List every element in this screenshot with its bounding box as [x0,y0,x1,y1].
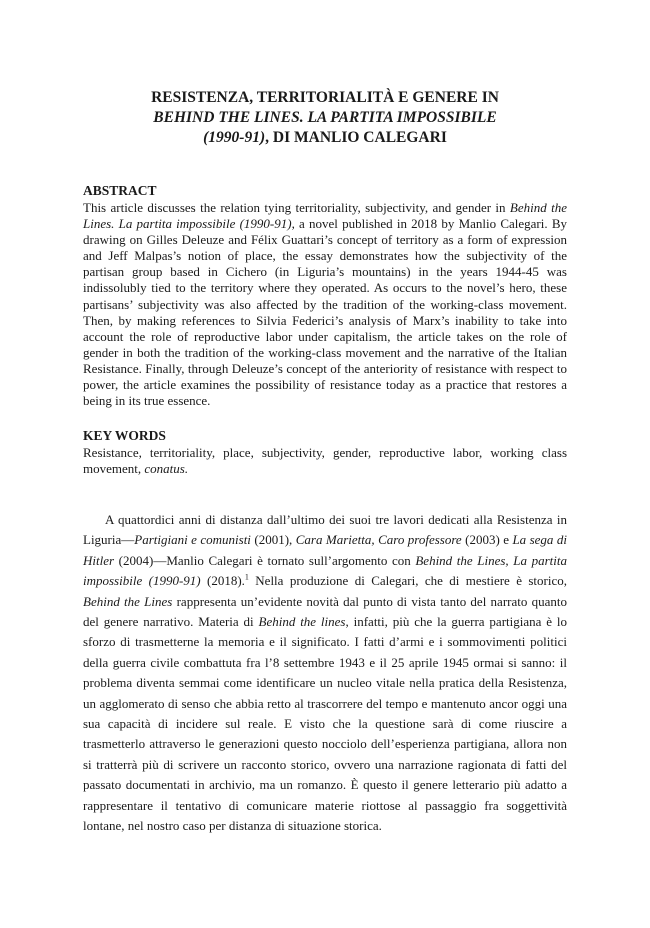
body-paragraph [83,510,567,837]
body-italic: Behind the Lines, La partita impossibile (1990-91) [83,552,568,589]
body-italic: Partigiani e comunisti [134,532,251,548]
body-span: (2018). [200,573,245,589]
title-line-3-rest: , DI MANLIO CALEGARI [265,129,447,146]
abstract-text [83,200,567,409]
body-span: (2003) e [461,532,513,548]
title-line-2: BEHIND THE LINES. LA PARTITA IMPOSSIBILE [153,109,497,126]
body-span: (2001), [250,532,296,548]
body-italic: La sega di Hitler [83,532,567,568]
body-italic: Behind the lines [258,614,346,630]
body-span: , infatti, più che la guerra partigiana è lo sforzo di trasmetterne la memoria e il significato. I fatti d’armi e i sommovimenti politici della guerra civile combattuta fra l’8 settembre 1943 e il 25 aprile 1945 ormai si sanno: il problema diventa semmai come identificare un nucleo vitale nella pratica della Resistenza, un agglomerato di senso che abbia retto al trascorrere del tempo e mantenuto ancor oggi una sua capacità di incidere sul reale. E visto che la questione sarà di come riuscire a trasmetterlo attraverso le generazioni questo nocciolo dell’esperienza partigiana, allora non si tratterrà più di scrivere un racconto storico, ovvero una narrazione ragionata di fatti del passato documentati in archivio, ma un romanzo. È questo il genere letterario più adatto a rappresentare il tentativo di comunicare materie riottose al passaggio fra soggettività lontane, nel nostro caso per distanza di situazione storica. [83,614,567,834]
title-line-3 [80,128,570,148]
body-italic: Cara Marietta, Caro professore [295,532,462,548]
abstract-heading: ABSTRACT [83,183,157,198]
body-span: Nella produzione di Calegari, che di mestiere è storico, [248,573,567,589]
abstract-text-2: a novel published in 2018 by Manlio Calegari. By drawing on Gilles Deleuze and Félix Guattari’s concept of territory as a form of expression and Jeff Malpas’s notion of place, the essay demonstrates how the subjectivity of the partisan group based in Cichero (in Liguria’s mountains) in the years 1944-45 was indissolubly tied to the territory where they operated. As occurs to the novel’s hero, these partisans’ subjectivity was also affected by the tradition of the working-class movement. Then, by making references to Silvia Federici’s analysis of Marx’s inability to take into account the role of reproductive labor under capitalism, the article takes on the role of gender in both the tradition of the working-class movement and the narrative of the Italian Resistance. Finally, through Deleuze’s concept of the anteriority of resistance with respect to power, the article examines the possibility of resistance today as a practice that restores a being in its true essence. [83,216,567,409]
body-span: (2004)—Manlio Calegari è tornato sull’argomento con [114,552,416,568]
keywords-heading: KEY WORDS [83,428,166,443]
article-title [80,88,570,148]
footnote-marker[interactable]: 1 [244,572,249,582]
abstract-text-1: This article discusses the relation tying territoriality, subjectivity, and gender in [83,200,510,215]
keywords-italic: conatus. [144,461,189,477]
title-line-3-italic: (1990-91) [203,129,266,146]
body-italic: Behind the Lines [83,593,173,609]
keywords-list: Resistance, territoriality, place, subjectivity, gender, reproductive labor, working class movement, [83,445,567,477]
keywords-text [83,445,567,477]
body-span: rappresenta un’evidente novità dal punto di vista tanto del narrato quanto del genere narrativo. Materia di [83,593,567,630]
body-span: A quattordici anni di distanza dall’ultimo dei suoi tre lavori dedicati alla Resistenza in Liguria— [83,512,567,548]
title-line-1: RESISTENZA, TERRITORIALITÀ E GENERE IN [151,89,499,106]
abstract-text-italic: Behind the Lines. La partita impossibile (1990-91), [83,200,567,232]
